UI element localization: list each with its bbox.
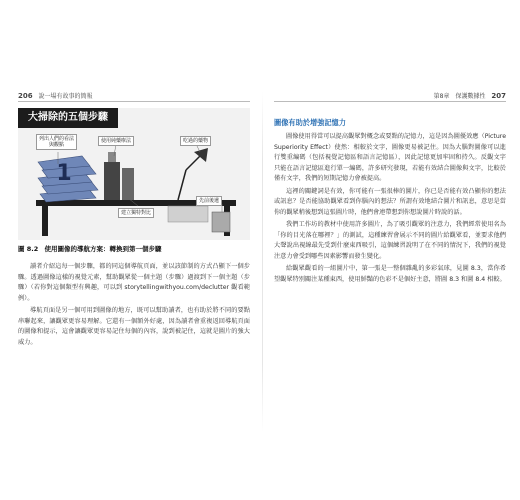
left-page-header [18,92,250,102]
book-gutter [262,92,263,432]
label-books: 使用純藥療法 [98,136,134,146]
right-page [274,92,506,432]
right-page-number: 207 [491,92,506,100]
trash-can [212,212,230,232]
caption-number: 圖 8.2 [18,245,39,253]
books-stack [104,152,134,200]
section-title: 圖像有助於增強記憶力 [274,118,346,127]
left-body [18,262,250,350]
paragraph: 我們工作坊的教材中使用許多圖片，為了吸引觀眾的注意力，我們經常使用名為「你的目光落在哪裡？」的測試，這種練習會展示不同的圖片給觀眾看，並要求他們大聲說出視線最先受到什麼東西吸引，這個練習說明了在不同的情況下，我們的視覺注意力會受到哪些因素影響而發生變化。 [274,221,506,260]
label-pile: 列出人們的看法 與觀點 [36,134,77,150]
paragraph: 給觀眾觀看的一組圖片中，第一張是一整個雜亂的多彩氣球，見圖 8.3，當你希望觀眾特別關注某種東西，使用鮮豔的色彩不是個好主意，將圖 8.3 和圖 8.4 相較。 [274,265,506,283]
label-trash: 先前後遺 [196,196,222,206]
label-desk: 建立獨特對比 [118,208,154,218]
figure-title: 大掃除的五個步驟 [18,108,118,128]
step-number: 1 [56,161,72,186]
paragraph: 這裡的關鍵詞是有效，你可能有一張很棒的圖片，你已是否能有效凸顯你的想法或訊息？是否能協助觀眾看到你腦內的想法？所謂有效地結合圖片和訊息，意思是當你的觀眾稍後想到這張圖片時，他們會連帶想到你想說圖片時說的話。 [274,187,506,216]
right-page-header [274,92,506,102]
book-spread [8,92,512,432]
caption-text: 使用圖像的導航方案：轉換到第一個步驟 [44,245,162,253]
left-page-number: 206 [18,92,33,100]
left-page [18,92,250,432]
figure-caption [18,244,162,253]
right-body [274,132,506,287]
paragraph: 圖像使用得當可以提高觀眾對概念或要點的記憶力，這是因為圖優效應（Picture Superiority Effect）使然：相較於文字，圖像更易被記住。因為大腦對圖像可以進行雙重編碼（包括視覺記憶區和語言記憶區），因此記憶更加牢固和持久。反觀文字只能在語言記憶區進行單一編碼，許多研究發現，若能有效結合圖像與文字，比較於僅有文字，我們的短期記憶力會被提高。 [274,133,506,182]
paragraph: 導航頁面是另一個可用到圖像的地方，既可以幫助讀者，也有助於將不同的要點串聯起來，讓觀眾更容易理解。它還有一個額外好處，因為讀者會重複返回導航頁面的圖像和提示，這會讓觀眾更容易記住每個的內容，說到被記住，這就是圖片的強大威力。 [18,307,250,346]
left-running-head: 說一場有故事的簡報 [38,93,93,100]
label-lamp: 吃過的藥物 [180,136,211,146]
desk-lamp [178,156,200,200]
paragraph: 讀者介紹這每一個步驟，都的同這個導航頁面，並以該節制的方式凸顯下一個步驟。透過圖像這樣的視覺元素，幫助觀眾從一個主題（步驟）過渡到下一個主題（步驟）（若你對這個類型有興趣，可以到 storytellingwithyou.com/declutter 觀看範例）。 [18,263,250,302]
right-running-head: 第8章 保護數據性 [433,93,486,100]
figure-illustration [18,108,250,240]
